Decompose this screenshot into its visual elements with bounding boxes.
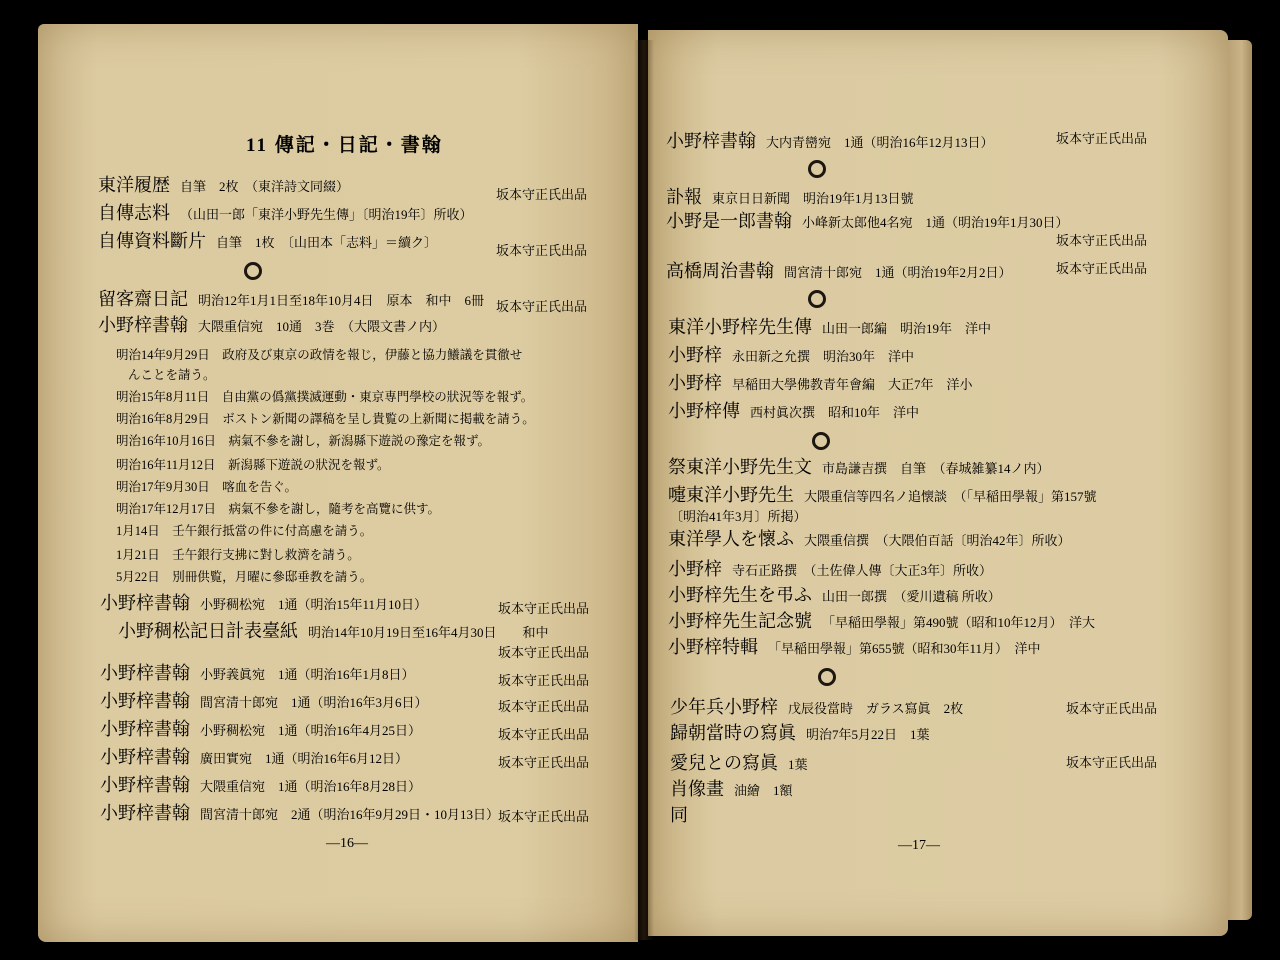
lender-credit: 坂本守正氏出品 <box>498 727 590 742</box>
entry-row <box>118 622 549 642</box>
entry-title: 小野稠松記日計表臺紙 <box>118 621 298 641</box>
entry-title: 東洋履歴 <box>98 175 170 195</box>
entry-detail: 廣田實宛 1通（明治16年6月12日） <box>200 751 409 766</box>
entry-row <box>100 804 499 824</box>
entry-detail: 山田一郎編 明治19年 洋中 <box>822 321 992 336</box>
entry-row <box>100 664 415 684</box>
letter-summary: 明治15年8月11日 自由黨の僞黨撲滅運動・東京専門學校の狀況等を報ず。 <box>116 390 534 404</box>
lender-credit: 坂本守正氏出品 <box>1066 755 1158 770</box>
section-divider-circle <box>808 160 826 178</box>
letter-summary: 明治17年12月17日 病氣不參を謝し，隨考を高覽に供す。 <box>116 502 441 516</box>
section-divider-circle <box>812 432 830 450</box>
entry-title: 小野梓 <box>668 373 722 393</box>
entry-detail: 「早稲田學報」第490號（昭和10年12月） 洋大 <box>822 615 1096 630</box>
entry-title: 歸朝當時の寫眞 <box>670 723 796 743</box>
entry-detail: 小野稠松宛 1通（明治15年11月10日） <box>200 597 428 612</box>
entry-title: 少年兵小野梓 <box>670 697 778 717</box>
entry-row <box>666 212 1069 232</box>
entry-detail: 西村眞次撰 昭和10年 洋中 <box>750 405 920 420</box>
lender-credit: 坂本守正氏出品 <box>498 809 590 824</box>
entry-row <box>670 780 793 800</box>
entry-title: 小野梓 <box>668 345 722 365</box>
entry-detail: 大隈重信等四名ノ追懐談 （「早稲田學報」第157號 <box>804 489 1097 504</box>
lender-credit: 坂本守正氏出品 <box>496 187 588 202</box>
entry-detail: 小野義眞宛 1通（明治16年1月8日） <box>200 667 415 682</box>
entry-title: 小野是一郎書翰 <box>666 211 792 231</box>
letter-summary: 明治16年10月16日 病氣不參を謝し，新潟縣下遊説の豫定を報ず。 <box>116 434 491 448</box>
lender-credit: 坂本守正氏出品 <box>498 673 590 688</box>
letter-summary: 明治14年9月29日 政府及び東京の政情を報じ，伊藤と協力鱶議を貫徹せ <box>116 348 523 362</box>
entry-title: 小野梓書翰 <box>100 691 190 711</box>
letter-summary: 明治17年9月30日 喀血を告ぐ。 <box>116 480 298 494</box>
entry-detail: 自筆 2枚 （東洋詩文同綴） <box>180 179 350 194</box>
entry-title: 小野梓書翰 <box>100 663 190 683</box>
entry-row <box>100 594 427 614</box>
lender-credit: 坂本守正氏出品 <box>496 299 588 314</box>
entry-row <box>98 204 473 224</box>
entry-title: 祭東洋小野先生文 <box>668 457 812 477</box>
entry-detail: 大隈重信宛 1通（明治16年8月28日） <box>200 779 422 794</box>
entry-detail: 間宮清十郎宛 1通（明治19年2月2日） <box>784 265 1012 280</box>
entry-detail: 小峰新太郎他4名宛 1通（明治19年1月30日） <box>802 215 1069 230</box>
entry-row <box>98 290 484 310</box>
entry-title: 小野梓特輯 <box>668 637 758 657</box>
entry-detail: 明治14年10月19日至16年4月30日 和中 <box>308 625 549 640</box>
lender-credit: 坂本守正氏出品 <box>1056 261 1148 276</box>
entry-detail: 山田一郎撰 （愛川遺稿 所收） <box>822 589 1001 604</box>
entry-row <box>100 720 421 740</box>
lender-credit: 坂本守正氏出品 <box>1066 701 1158 716</box>
entry-title: 小野梓書翰 <box>100 803 190 823</box>
entry-detail: 早稲田大學佛教青年會編 大正7年 洋小 <box>732 377 973 392</box>
entry-detail: 1葉 <box>788 757 808 772</box>
entry-title: 小野梓書翰 <box>100 593 190 613</box>
entry-row <box>668 486 1097 506</box>
lender-credit: 坂本守正氏出品 <box>498 755 590 770</box>
entry-detail: 東京日日新聞 明治19年1月13日號 <box>712 191 914 206</box>
entry-row <box>670 698 963 718</box>
entry-row <box>98 316 445 336</box>
entry-detail: 戊辰役當時 ガラス寫眞 2枚 <box>788 701 964 716</box>
entry-title: 東洋學人を懷ふ <box>668 529 794 549</box>
entry-row <box>670 754 808 774</box>
entry-detail: 市島謙吉撰 自筆 （春城雑纂14ノ内） <box>822 461 1050 476</box>
page-number-right: —17— <box>898 838 940 853</box>
entry-row <box>670 508 807 526</box>
entry-row <box>668 318 991 338</box>
section-heading: 11 傳記・日記・書翰 <box>246 135 443 156</box>
right-page <box>648 30 1228 936</box>
entry-detail: （山田一郎「東洋小野先生傳」〔明治19年〕所收） <box>180 207 473 222</box>
entry-row <box>668 638 1041 658</box>
entry-title: 小野梓書翰 <box>98 315 188 335</box>
lender-credit: 坂本守正氏出品 <box>1056 131 1148 146</box>
letter-summary: 1月21日 壬午銀行支拂に對し救濟を請う。 <box>116 548 360 562</box>
entry-title: 小野梓書翰 <box>100 775 190 795</box>
entry-detail: 明治12年1月1日至18年10月4日 原本 和中 6冊 <box>198 293 485 308</box>
entry-row <box>670 724 930 744</box>
letter-summary: んことを請う。 <box>128 368 216 382</box>
entry-detail: 「早稲田學報」第655號（昭和30年11月） 洋中 <box>768 641 1041 656</box>
letter-summary: 明治16年11月12日 新潟縣下遊説の狀況を報ず。 <box>116 458 390 472</box>
entry-detail: 間宮清十郎宛 2通（明治16年9月29日・10月13日） <box>200 807 500 822</box>
section-divider-circle <box>808 290 826 308</box>
entry-detail: 大隈重信宛 10通 3巻 （大隈文書ノ内） <box>198 319 446 334</box>
entry-detail: 間宮清十郎宛 1通（明治16年3月6日） <box>200 695 428 710</box>
entry-row <box>668 586 1001 606</box>
section-divider-circle <box>818 668 836 686</box>
lender-credit: 坂本守正氏出品 <box>1056 233 1148 248</box>
entry-row <box>666 132 994 152</box>
entry-row <box>668 560 992 580</box>
entry-title: 小野梓傳 <box>668 401 740 421</box>
letter-summary: 5月22日 別冊供覧，月曜に參邸垂教を請う。 <box>116 570 373 584</box>
entry-title: 肖像畫 <box>670 779 724 799</box>
entry-detail: 大隈重信撰 （大隈伯百話〔明治42年〕所收） <box>804 533 1071 548</box>
letter-summary: 明治16年8月29日 ボストン新聞の譯稿を呈し貴覧の上新聞に掲載を請う。 <box>116 412 535 426</box>
entry-detail: 自筆 1枚 〔山田本「志料」＝續ク〕 <box>216 235 438 250</box>
entry-title: 自傳資料斷片 <box>98 231 206 251</box>
entry-title: 小野梓先生記念號 <box>668 611 812 631</box>
entry-title: 訃報 <box>666 187 702 207</box>
section-divider-circle <box>244 262 262 280</box>
entry-row <box>666 188 914 208</box>
entry-detail: 油繪 1額 <box>734 783 793 798</box>
entry-title: 留客齋日記 <box>98 289 188 309</box>
entry-title: 小野梓先生を弔ふ <box>668 585 812 605</box>
entry-detail: 〔明治41年3月〕所掲） <box>670 509 807 524</box>
entry-title: 東洋小野梓先生傳 <box>668 317 812 337</box>
entry-row <box>668 346 914 366</box>
entry-title: 小野梓書翰 <box>100 747 190 767</box>
entry-detail: 明治7年5月22日 1葉 <box>806 727 930 742</box>
gutter-shadow <box>634 40 654 940</box>
entry-row <box>98 232 437 252</box>
entry-row <box>668 530 1071 550</box>
entry-title: 小野梓 <box>668 559 722 579</box>
entry-title: 同 <box>670 805 688 825</box>
page-edge-stack <box>1226 40 1252 920</box>
entry-title: 小野梓書翰 <box>100 719 190 739</box>
entry-row <box>666 262 1012 282</box>
entry-row <box>668 374 973 394</box>
entry-row <box>100 748 408 768</box>
lender-credit: 坂本守正氏出品 <box>496 243 588 258</box>
entry-title: 高橋周治書翰 <box>666 261 774 281</box>
entry-row <box>670 806 698 826</box>
lender-credit: 坂本守正氏出品 <box>498 699 590 714</box>
entry-title: 小野梓書翰 <box>666 131 756 151</box>
entry-title: 愛兒との寫眞 <box>670 753 778 773</box>
entry-title: 嚏東洋小野先生 <box>668 485 794 505</box>
letter-summary: 1月14日 壬午銀行抵當の件に付高慮を請う。 <box>116 524 373 538</box>
entry-detail: 大内青巒宛 1通（明治16年12月13日） <box>766 135 994 150</box>
lender-credit: 坂本守正氏出品 <box>498 645 590 660</box>
entry-row <box>668 458 1050 478</box>
entry-row <box>668 402 919 422</box>
entry-row <box>100 776 421 796</box>
entry-row <box>98 176 349 196</box>
entry-detail: 寺石正路撰 （土佐偉人傳〔大正3年〕所收） <box>732 563 993 578</box>
entry-title: 自傳志料 <box>98 203 170 223</box>
lender-credit: 坂本守正氏出品 <box>498 601 590 616</box>
entry-row <box>100 692 428 712</box>
page-number-left: —16— <box>326 836 368 851</box>
entry-detail: 永田新之允撰 明治30年 洋中 <box>732 349 915 364</box>
entry-detail: 小野稠松宛 1通（明治16年4月25日） <box>200 723 422 738</box>
entry-row <box>668 612 1095 632</box>
